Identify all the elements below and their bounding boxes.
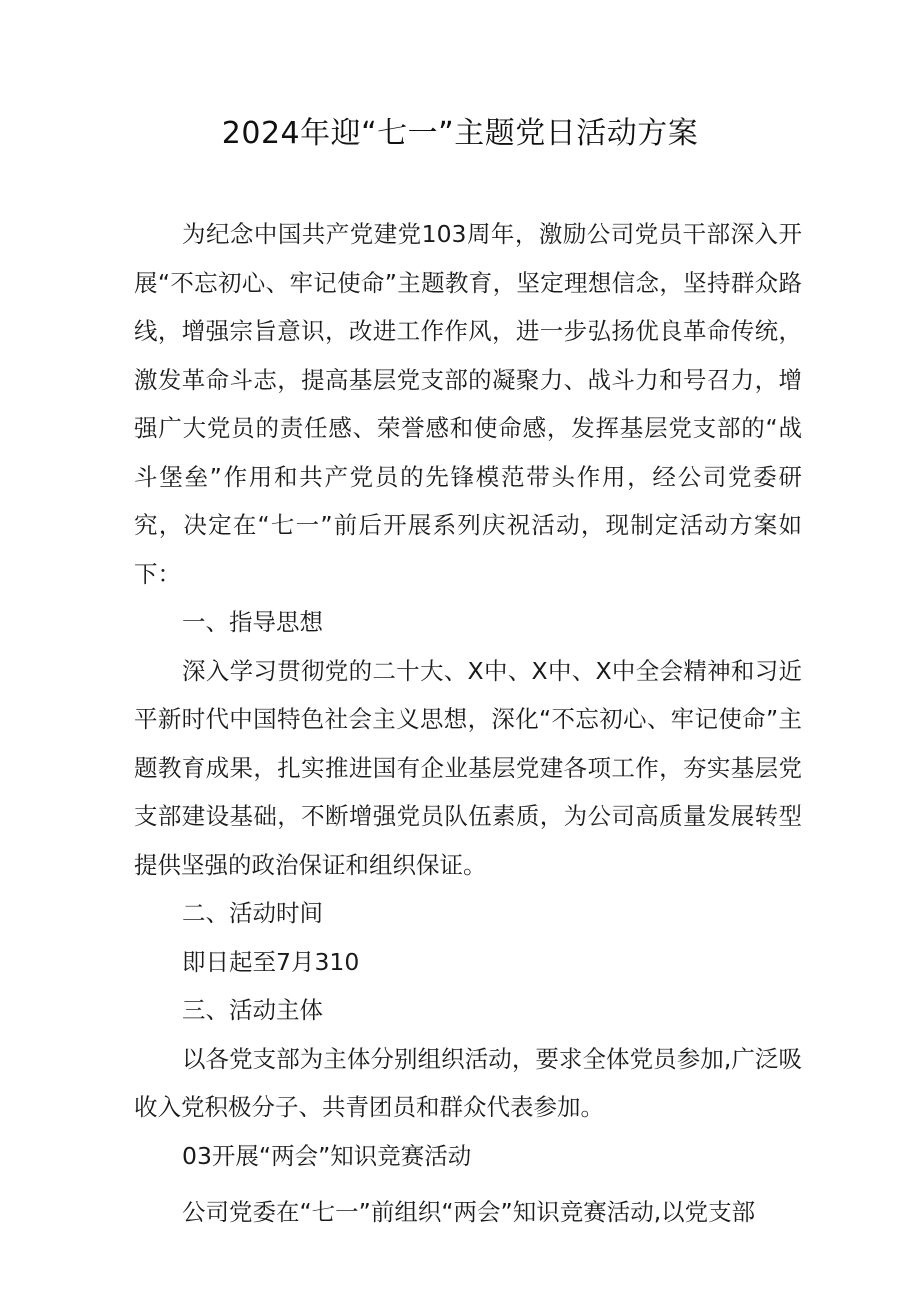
document-body xyxy=(134,210,802,1237)
guiding-ideology-paragraph: 深入学习贯彻党的二十大、X中、X中、X中全会精神和习近平新时代中国特色社会主义思想，深化“不忘初心、牢记使命”主题教育成果，扎实推进国有企业基层党建各项工作，夯实基层党支部建设基础，不断增强党员队伍素质，为公司高质量发展转型提供坚强的政治保证和组织保证。 xyxy=(134,656,802,879)
activity-subject-paragraph: 以各党支部为主体分别组织活动，要求全体党员参加,广泛吸收入党积极分子、共青团员和群众代表参加。 xyxy=(134,1044,802,1121)
intro-paragraph: 为纪念中国共产党建党103周年，激励公司党员干部深入开展“不忘初心、牢记使命”主题教育，坚定理想信念，坚持群众路线，增强宗旨意识，改进工作作风，进一步弘扬优良革命传统，激发革命斗志，提高基层党支部的凝聚力、战斗力和号召力，增强广大党员的责任感、荣誉感和使命感，发挥基层党支部的“战斗堡垒”作用和共产党员的先锋模范带头作用，经公司党委研究，决定在“七一”前后开展系列庆祝活动，现制定活动方案如下： xyxy=(134,220,802,588)
section-heading-knowledge-contest: 03开展“两会”知识竞赛活动 xyxy=(182,1141,472,1170)
section-heading-activity-time: 二、活动时间 xyxy=(182,899,323,927)
section-heading-activity-subject: 三、活动主体 xyxy=(182,996,323,1024)
knowledge-contest-paragraph: 公司党委在“七一”前组织“两会”知识竞赛活动,以党支部 xyxy=(182,1198,756,1226)
section-heading-guiding-ideology: 一、指导思想 xyxy=(182,608,323,636)
activity-time-paragraph: 即日起至7月310 xyxy=(182,947,360,976)
document-title: 2024年迎“七一”主题党日活动方案 xyxy=(221,116,699,151)
